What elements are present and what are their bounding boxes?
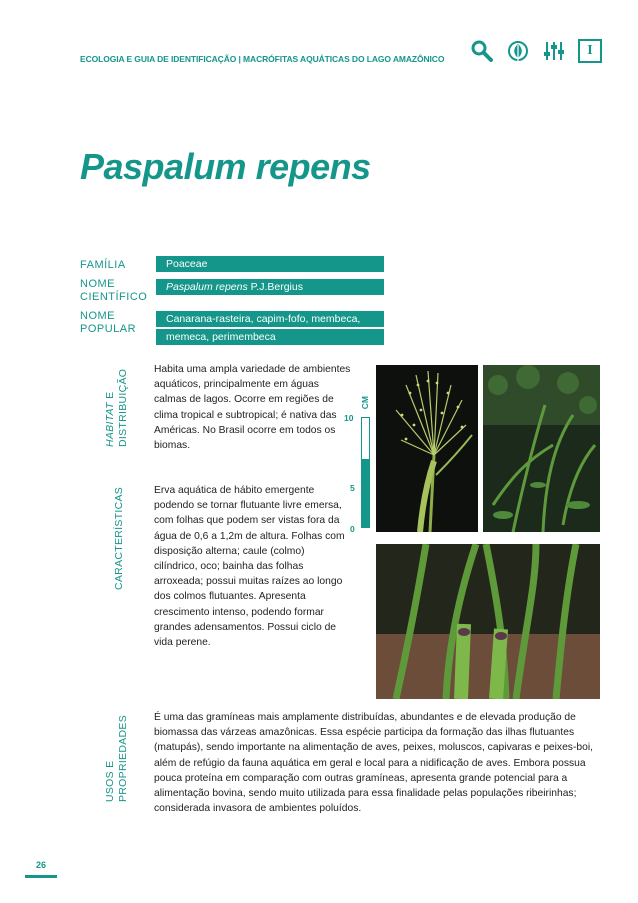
scientific-author: P.J.Bergius [247, 281, 303, 293]
characteristics-text: Erva aquática de hábito emergente podendo se tornar flutuante livre emersa, com folhas que podem ser vistas fora da água de 0,6 a 1,2m de altura. Folhas com disposição alterna; caule (colmo) cilíndrico, oco; bainha das folhas arroxeada; possui muitas raízes ao longo dos colmos flutuantes. Apresenta crescimento intenso, podendo formar grandes adensamentos. Possui ciclo de vida perene. [154, 485, 345, 649]
scale-bar [361, 417, 370, 528]
popular-value-line2: memeca, perimembeca [156, 329, 384, 345]
scientific-label: NOME CIENTÍFICO [80, 278, 148, 303]
photo-stems-closeup [376, 544, 600, 699]
family-value: Poaceae [156, 256, 384, 272]
height-scale [340, 393, 380, 533]
scale-bar-fill [362, 459, 369, 527]
scientific-value [156, 279, 384, 295]
page-number: 26 [36, 860, 47, 870]
scale-tick-top: 10 [344, 413, 354, 423]
running-header: ECOLOGIA E GUIA DE IDENTIFICAÇÃO | MACRÓFITAS AQUÁTICAS DO LAGO AMAZÔNICO [80, 54, 445, 64]
species-title: Paspalum repens [80, 146, 371, 187]
characteristics-label: CARACTERÍSTICAS [113, 486, 125, 590]
scale-unit: CM [360, 396, 370, 410]
uses-label: USOS E PROPRIEDADES [104, 714, 129, 802]
photo-aquatic-habitat [483, 365, 600, 532]
uses-text: É uma das gramíneas mais amplamente distribuídas, abundantes e de elevada produção de biomassa das várzeas amazônicas. Essa espécie participa da formação das ilhas flutuantes (matupás), sendo importante na alimentação de aves, peixes, moluscos, capivaras e peixes-boi, além de refúgio da fauna aquática em geral e local para a nidificação de aves. Embora possua pouca proteína em comparação com outras gramíneas, apresenta grande potencial para a alimentação bovina, sendo muito utilizada para essa finalidade pelas populações ribeirinhas; considerada invasora de ambientes poluídos. [154, 712, 593, 815]
photo-inflorescence [376, 365, 478, 532]
family-label: FAMÍLIA [80, 259, 126, 271]
popular-value-line1: Canarana-rasteira, capim-fofo, membeca, [156, 311, 384, 327]
globe-leaf-icon[interactable] [506, 39, 530, 63]
habitat-label: HABITAT E DISTRIBUIÇÃO [104, 368, 129, 447]
sliders-icon[interactable] [542, 39, 566, 63]
page-number-rule [25, 875, 57, 878]
search-icon[interactable] [470, 39, 494, 63]
popular-label: NOME POPULAR [80, 310, 137, 335]
scale-tick-mid: 5 [350, 483, 355, 493]
header-icons [470, 38, 602, 64]
section-numeral: I [578, 39, 602, 63]
scientific-name: Paspalum repens [166, 281, 248, 293]
habitat-text: Habita uma ampla variedade de ambientes aquáticos, principalmente em águas calmas de lagos. Ocorre em regiões de clima tropical e subtropical; é nativa das Américas. No Brasil ocorre em todos os biomas. [154, 364, 351, 452]
scale-tick-bottom: 0 [350, 524, 355, 534]
